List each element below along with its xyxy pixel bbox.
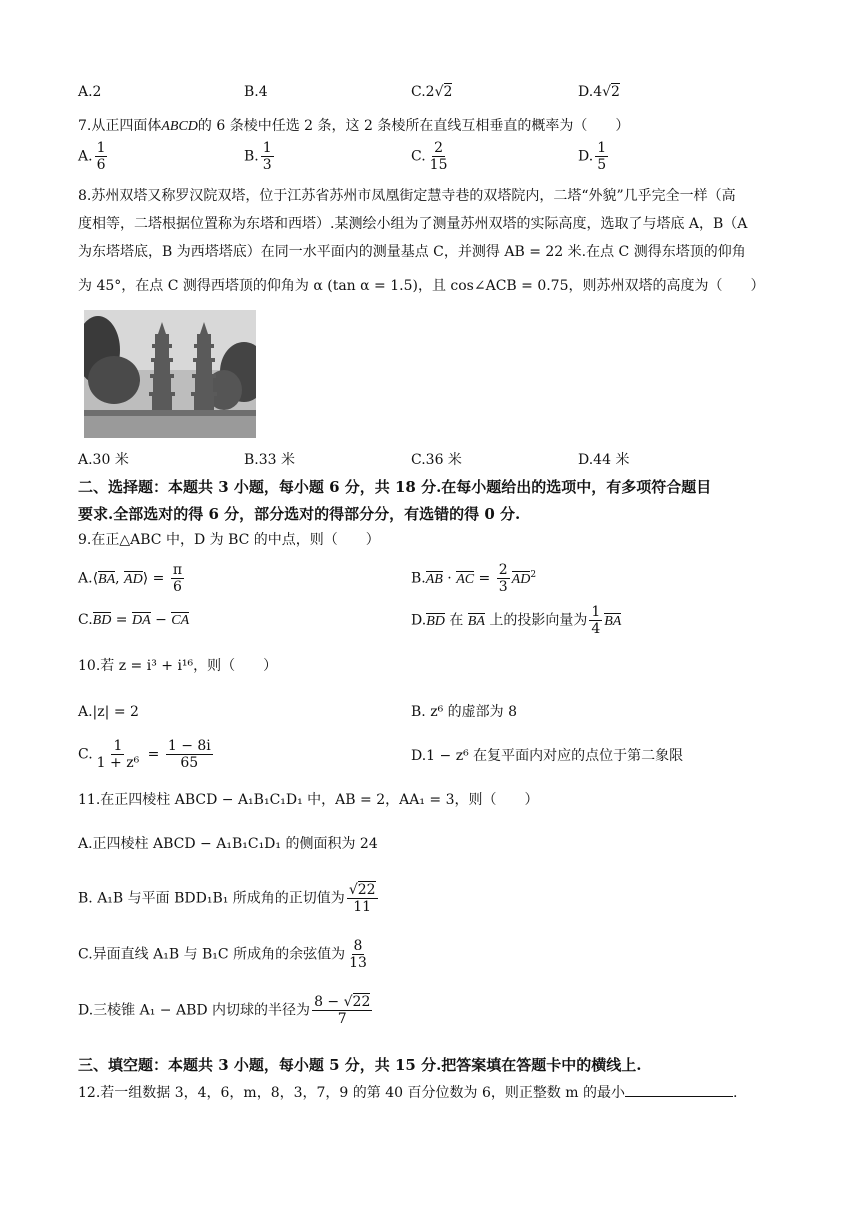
q11-stem: 11.在正四棱柱 ABCD − A₁B₁C₁D₁ 中，AB = 2，AA₁ = 3，则（ ） (78, 792, 539, 808)
q9-option-c: C.BD = DA − CA (78, 612, 190, 628)
q8-line-4: 为 45°，在点 C 测得西塔顶的仰角为 α (tan α = 1.5)，且 cos∠ACB = 0.75，则苏州双塔的高度为（ ） (78, 278, 765, 294)
section-3-heading: 三、填空题：本题共 3 小题，每小题 5 分，共 15 分.把答案填在答题卡中的横线上. (78, 1056, 642, 1074)
q7-option-c: C. $\frac{2}{15}$ (411, 140, 448, 173)
q6-option-a: A.2 (78, 84, 102, 100)
q12-stem: 12.若一组数据 3，4，6，m，8，3，7，9 的第 40 百分位数为 6，则正整数 m 的最小 . (78, 1082, 738, 1103)
q6-option-c: C.2√2 (411, 84, 453, 100)
section-2-heading-line-2: 要求.全部选对的得 6 分，部分选对的得部分分，有选错的得 0 分. (78, 505, 521, 523)
q8-option-b: B.33 米 (244, 452, 296, 468)
section-2-heading-line-1: 二、选择题：本题共 3 小题，每小题 6 分，共 18 分.在每小题给出的选项中，有多项符合题目 (78, 478, 712, 496)
q11-option-a: A.正四棱柱 ABCD − A₁B₁C₁D₁ 的侧面积为 24 (78, 836, 378, 852)
q8-line-3: 为东塔塔底，B 为西塔塔底）在同一水平面内的测量基点 C，并测得 AB = 22 米.在点 C 测得东塔顶的仰角 (78, 244, 746, 260)
q7-option-b: B. $\frac{1}{3}$ (244, 140, 272, 173)
q10-option-d: D.1 − z⁶ 在复平面内对应的点位于第二象限 (411, 748, 684, 764)
q11-option-d: D.三棱锥 A₁ − ABD 内切球的半径为 $\frac{8 - √22}{7}$ (78, 994, 371, 1027)
q11-option-b: B. A₁B 与平面 BDD₁B₁ 所成角的正切值为 $\frac{√22}{11}$ (78, 882, 376, 915)
q9-option-d: D.BD 在 BA 上的投影向量为 $\frac{1}{4}$ BA (411, 604, 622, 637)
q10-option-c: C. $\frac{1}{\text{1 + z⁶}}$ = $\frac{1 - 8i}{65}$ (78, 738, 211, 771)
q6-option-b: B.4 (244, 84, 268, 100)
twin-pagodas-photo (84, 310, 256, 438)
q6-option-d: D.4√2 (578, 84, 620, 100)
q10-option-b: B. z⁶ 的虚部为 8 (411, 704, 517, 720)
q8-option-a: A.30 米 (78, 452, 129, 468)
q8-option-d: D.44 米 (578, 452, 630, 468)
q8-line-1: 8.苏州双塔又称罗汉院双塔，位于江苏省苏州市凤凰街定慧寺巷的双塔院内，二塔“外貌”几乎完全一样（高 (78, 188, 736, 204)
q9-option-a: A.⟨BA, AD⟩ = $\frac{\pi}{6}$ (78, 562, 183, 595)
q8-option-c: C.36 米 (411, 452, 462, 468)
q10-stem: 10.若 z = i³ + i¹⁶，则（ ） (78, 658, 278, 674)
q7-option-a: A. $\frac{1}{6}$ (78, 140, 106, 173)
q7-stem: 7.从正四面体ABCD的 6 条棱中任选 2 条，这 2 条棱所在直线互相垂直的概率为（ ） (78, 118, 630, 134)
q10-option-a: A.|z| = 2 (78, 704, 139, 720)
q11-option-c: C.异面直线 A₁B 与 B₁C 所成角的余弦值为 $\frac{8}{13}$ (78, 938, 367, 971)
q12-answer-blank[interactable] (625, 1082, 733, 1097)
q9-stem: 9.在正△ABC 中，D 为 BC 的中点，则（ ） (78, 532, 380, 548)
q9-option-b: B.AB · AC = $\frac{2}{3}$ $AD^2$ (411, 562, 537, 595)
q8-line-2: 度相等，二塔根据位置称为东塔和西塔）.某测绘小组为了测量苏州双塔的实际高度，选取了与塔底 A，B（A (78, 216, 748, 232)
twin-pagodas-image (84, 310, 256, 438)
q7-option-d: D. $\frac{1}{5}$ (578, 140, 607, 173)
